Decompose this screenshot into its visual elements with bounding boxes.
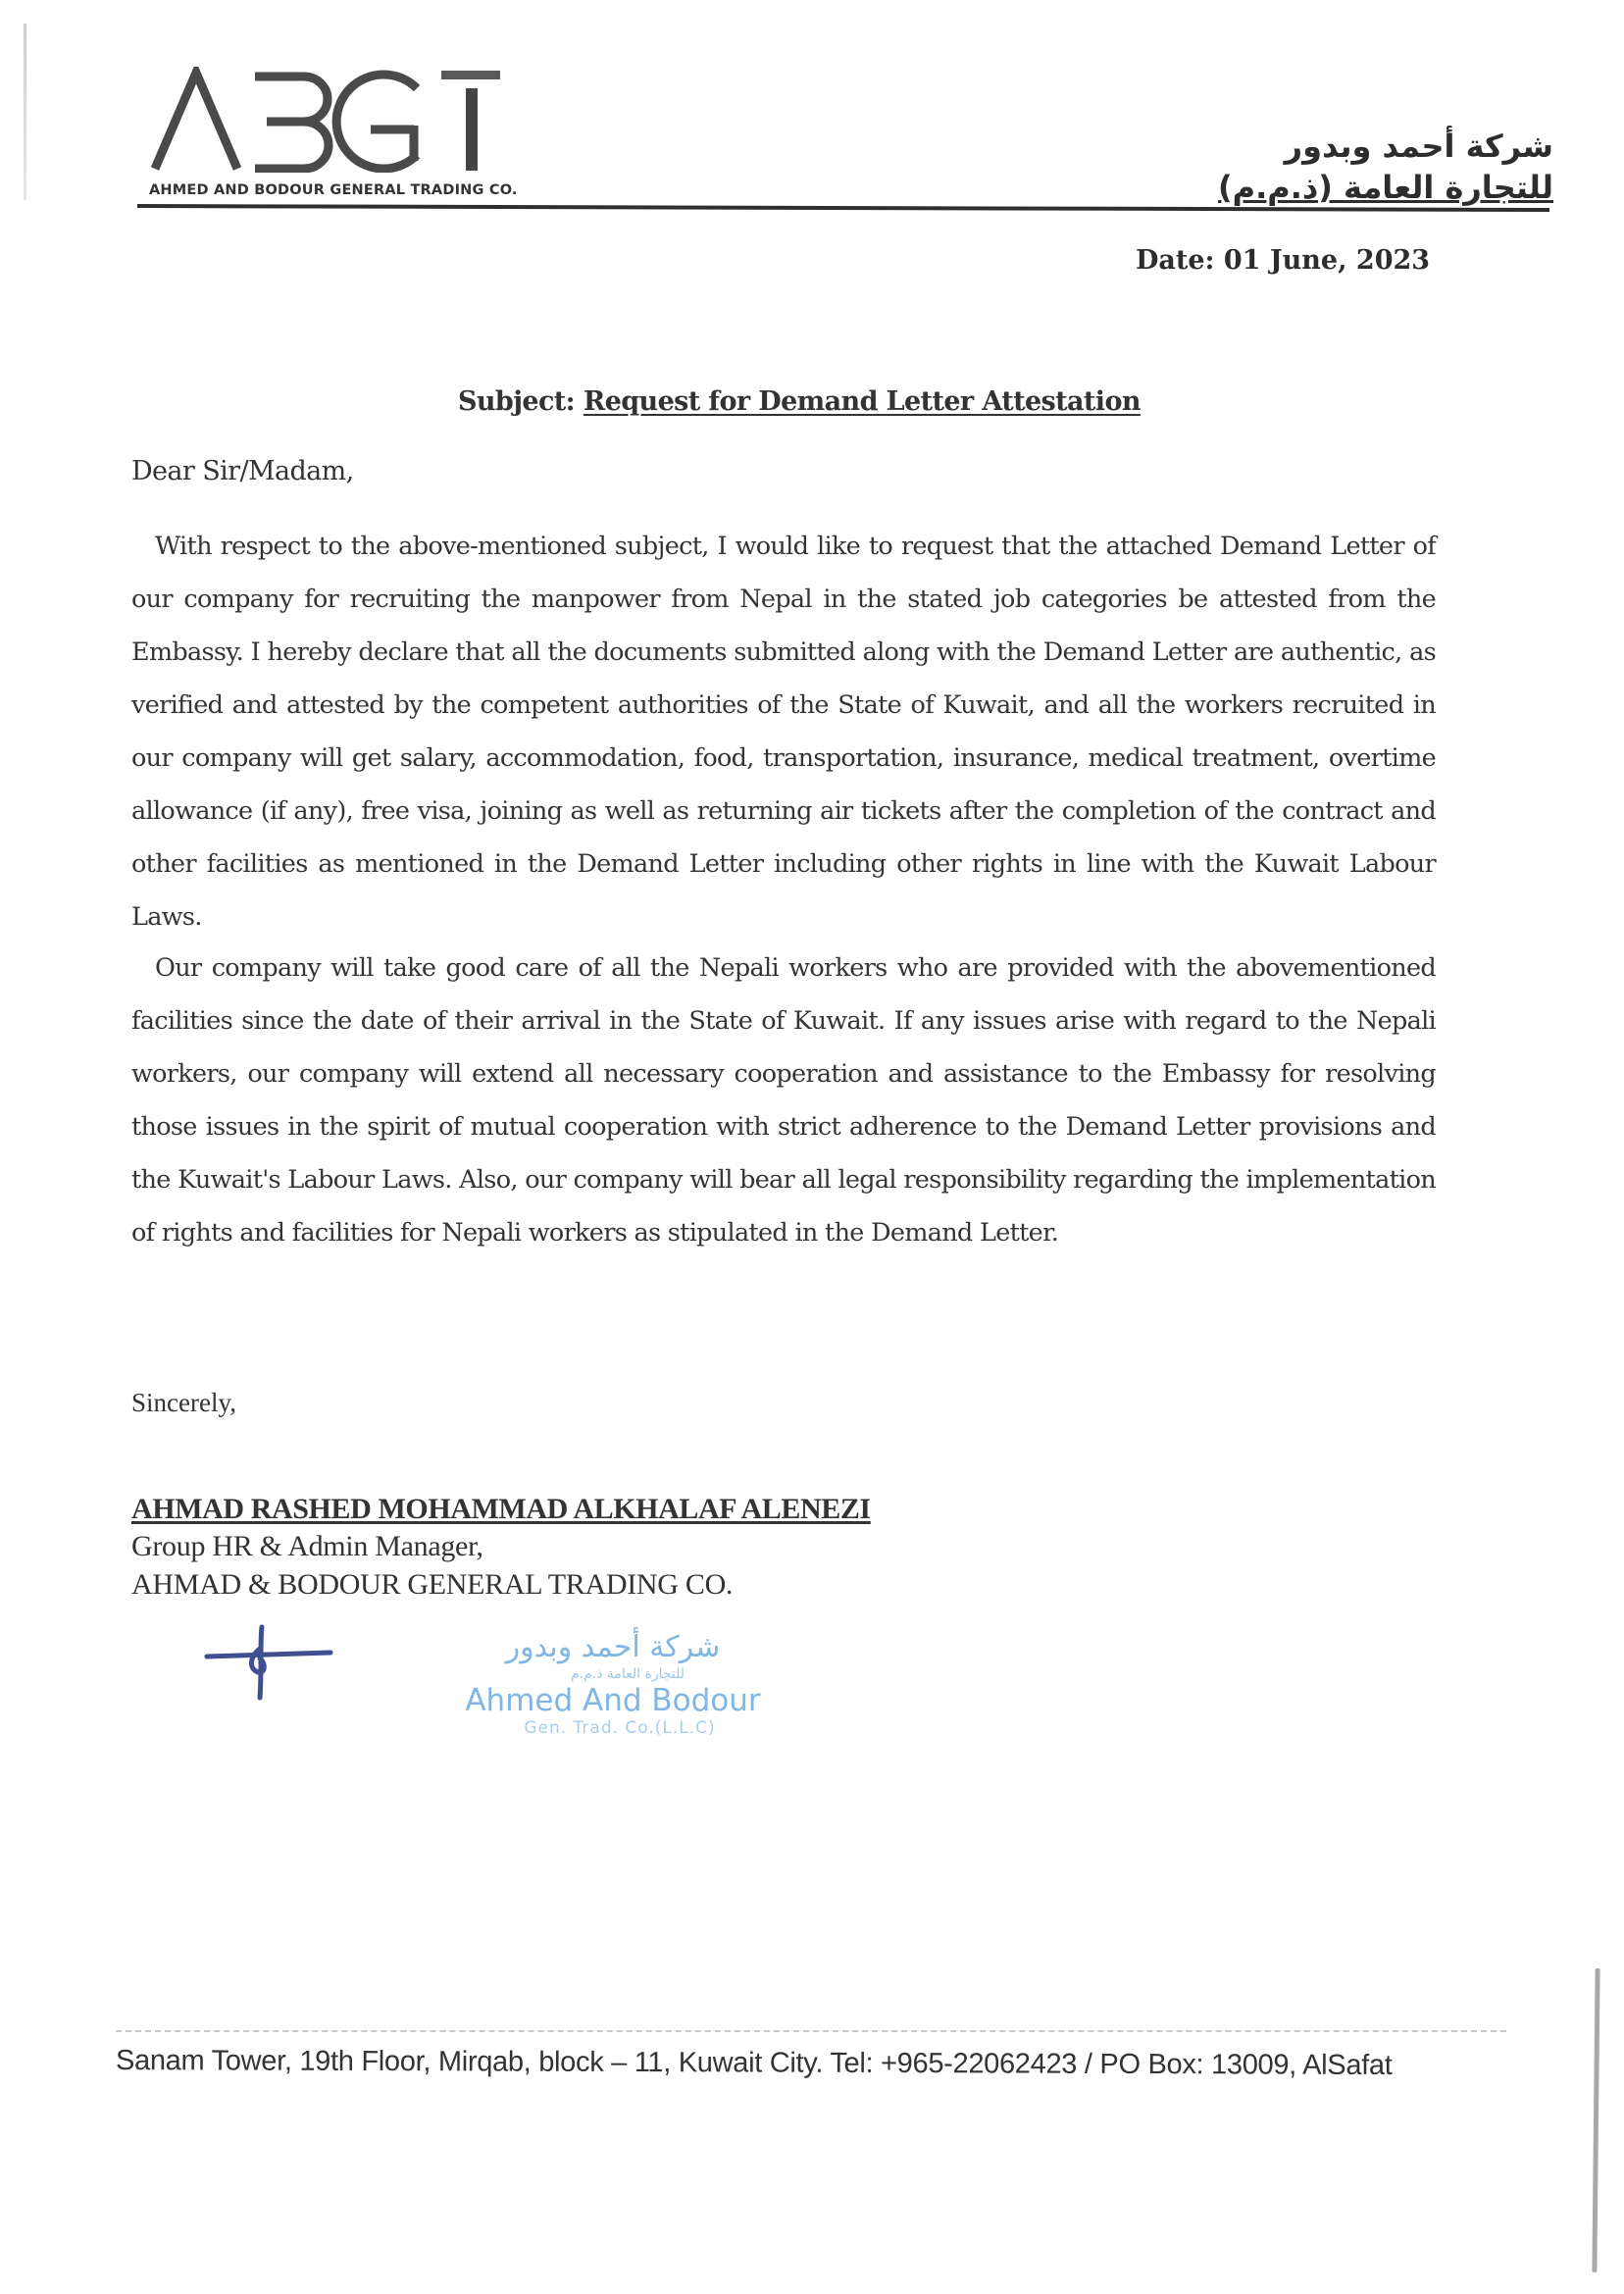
scan-edge-line bbox=[1592, 1968, 1599, 2272]
footer-divider bbox=[116, 2030, 1506, 2032]
scan-edge-line bbox=[24, 24, 26, 200]
arabic-name-line1: شركة أحمد وبدور bbox=[1284, 127, 1553, 165]
signature-icon bbox=[201, 1623, 348, 1702]
closing: Sincerely, bbox=[131, 1388, 236, 1417]
footer-address: Sanam Tower, 19th Floor, Mirqab, block – 11, Kuwait City. Tel: +965-22062423 / PO Box: 13009, AlSafat bbox=[115, 2045, 1393, 2081]
arabic-name-line2: للتجارة العامة (ذ.م.م) bbox=[1218, 169, 1553, 206]
subject-title: Request for Demand Letter Attestation bbox=[583, 386, 1141, 417]
company-stamp bbox=[422, 1630, 775, 1738]
salutation: Dear Sir/Madam, bbox=[131, 456, 354, 486]
stamp-english-line2: Gen. Trad. Co.(L.L.C) bbox=[524, 1718, 716, 1738]
logo-subtitle: AHMED AND BODOUR GENERAL TRADING CO. bbox=[149, 182, 518, 198]
arabic-company-name bbox=[1218, 126, 1553, 208]
signer-title: Group HR & Admin Manager, bbox=[131, 1530, 483, 1562]
letter-date: Date: 01 June, 2023 bbox=[1136, 245, 1431, 276]
stamp-arabic-line2: للتجارة العامة ذ.م.م bbox=[570, 1666, 685, 1682]
signer-name: AHMAD RASHED MOHAMMAD ALKHALAF ALENEZI bbox=[131, 1493, 871, 1525]
stamp-arabic-line1: شركة أحمد وبدور bbox=[505, 1630, 721, 1664]
company-logo-icon bbox=[147, 67, 520, 173]
stamp-english-line1: Ahmed And Bodour bbox=[465, 1683, 761, 1718]
signer-company: AHMAD & BODOUR GENERAL TRADING CO. bbox=[131, 1568, 734, 1601]
body-paragraph: With respect to the above-mentioned subject, I would like to request that the attached Demand Letter of our company for recruiting the manpower from Nepal in the stated job categories be attested from the Embassy. I hereby declare that all the documents submitted along with the Demand Letter are authentic, as verified and attested by the competent authorities of the State of Kuwait, and all the workers recruited in our company will get salary, accommodation, food, transportation, insurance, medical treatment, overtime allowance (if any), free visa, joining as well as returning air tickets after the completion of the contract and other facilities as mentioned in the Demand Letter including other rights in line with the Kuwait Labour Laws. bbox=[131, 532, 1436, 932]
body-paragraph: Our company will take good care of all the Nepali workers who are provided with the abovementioned facilities since the date of their arrival in the State of Kuwait. If any issues arise with regard to the Nepali workers, our company will extend all necessary cooperation and assistance to the Embassy for resolving those issues in the spirit of mutual cooperation with strict adherence to the Demand Letter provisions and the Kuwait's Labour Laws. Also, our company will bear all legal responsibility regarding the implementation of rights and facilities for Nepali workers as stipulated in the Demand Letter. bbox=[131, 953, 1436, 1248]
subject-line bbox=[458, 386, 1141, 417]
subject-label: Subject: bbox=[458, 386, 576, 417]
